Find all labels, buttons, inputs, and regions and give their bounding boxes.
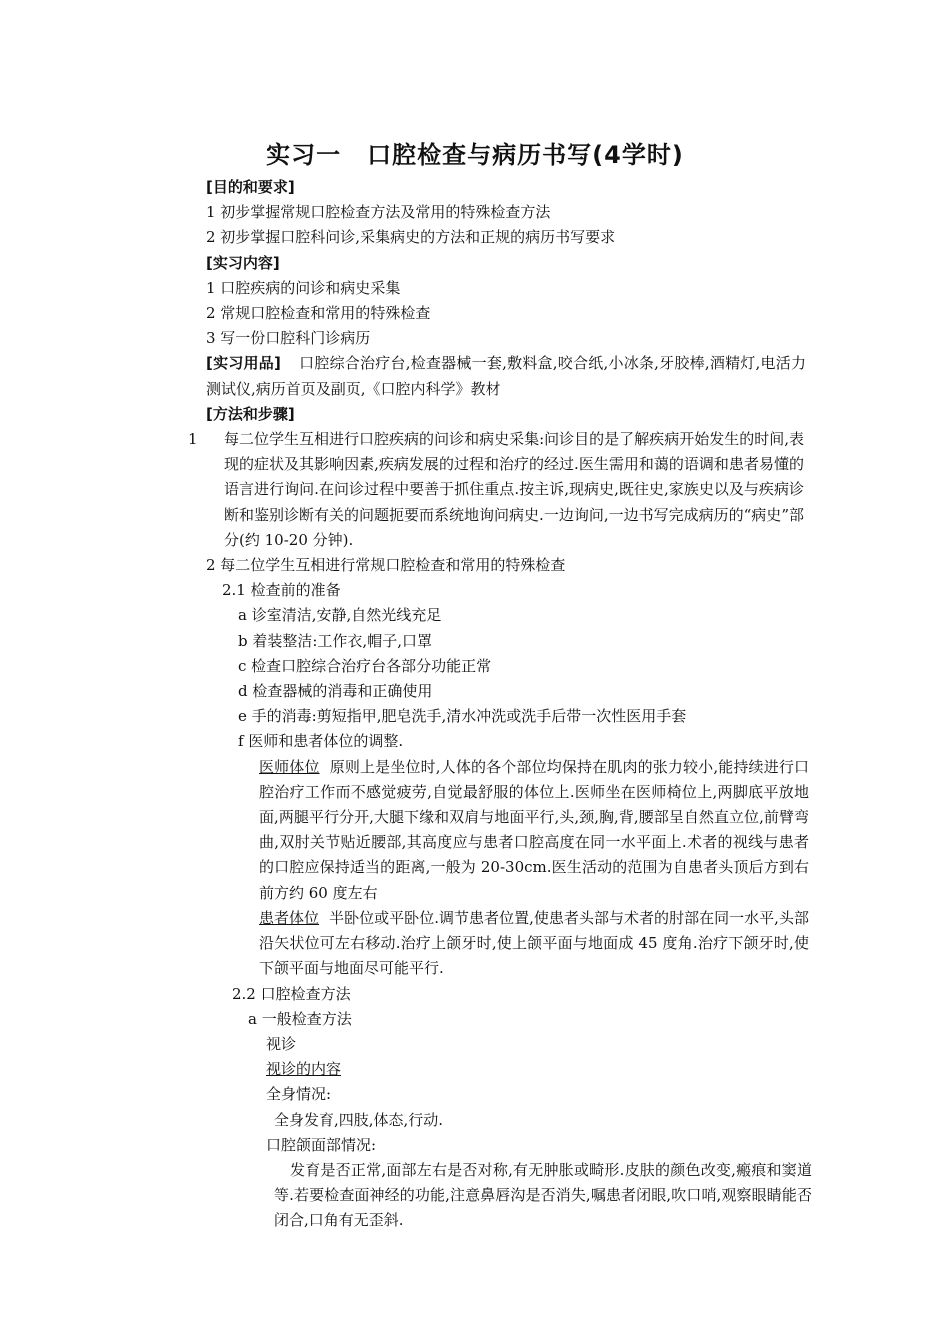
general-exam-heading: a 一般检查方法 bbox=[248, 1009, 352, 1028]
doctor-position-paragraph bbox=[259, 755, 809, 906]
content-item-2: 2 常规口腔检查和常用的特殊检查 bbox=[206, 304, 431, 323]
patient-position-paragraph bbox=[259, 906, 809, 982]
prep-item-c: c 检查口腔综合治疗台各部分功能正常 bbox=[238, 656, 492, 675]
page-title bbox=[0, 135, 950, 170]
step-1-text: 每二位学生互相进行口腔疾病的问诊和病史采集:问诊目的是了解疾病开始发生的时间,表现的症状及其影响因素,疾病发展的过程和治疗的经过.医生需用和蔼的语调和患者易懂的语言进行询问.在问诊过程中要善于抓住重点.按主诉,现病史,既往史,家族史以及与疾病诊断和鉴别诊断有关的问题扼要而系统地询问病史.一边询问,一边书写完成病历的“病史”部分(约 10-20 分钟). bbox=[224, 430, 804, 549]
face-condition-label: 口腔颌面部情况: bbox=[266, 1135, 377, 1154]
purpose-item-2: 2 初步掌握口腔科问诊,采集病史的方法和正规的病历书写要求 bbox=[206, 228, 616, 247]
content-item-3: 3 写一份口腔科门诊病历 bbox=[206, 329, 371, 348]
supplies-heading: [实习用品] bbox=[206, 354, 281, 373]
step-2-1-heading: 2.1 检查前的准备 bbox=[222, 581, 341, 600]
step-2-heading: 2 每二位学生互相进行常规口腔检查和常用的特殊检查 bbox=[206, 556, 566, 575]
title-part-2: 口腔检查与病历书写(4学时) bbox=[367, 141, 684, 169]
face-condition-text: 发育是否正常,面部左右是否对称,有无肿胀或畸形.皮肤的颜色改变,瘢痕和窦道等.若要检查面神经的功能,注意鼻唇沟是否消失,嘱患者闭眼,吹口哨,观察眼睛能否闭合,口角有无歪斜. bbox=[274, 1160, 812, 1230]
body-condition-text: 全身发育,四肢,体态,行动. bbox=[274, 1110, 444, 1129]
doctor-position-text: 原则上是坐位时,人体的各个部位均保持在肌肉的张力较小,能持续进行口腔治疗工作而不感觉疲劳,自觉最舒服的体位上.医师坐在医师椅位上,两脚底平放地面,两腿平行分开,大腿下缘和双肩与地面平行,头,颈,胸,背,腰部呈自然直立位,前臂弯曲,双肘关节贴近腰部,其高度应与患者口腔高度在同一水平面上.术者的视线与患者的口腔应保持适当的距离,一般为 20-30cm.医生活动的范围为自患者头顶后方到右前方约 60 度左右 bbox=[259, 757, 809, 902]
supplies-paragraph bbox=[206, 351, 806, 401]
methods-heading: [方法和步骤] bbox=[206, 404, 295, 423]
purpose-item-1: 1 初步掌握常规口腔检查方法及常用的特殊检查方法 bbox=[206, 203, 551, 222]
content-heading: [实习内容] bbox=[206, 253, 280, 272]
supplies-text: 口腔综合治疗台,检查器械一套,敷料盒,咬合纸,小冰条,牙胶棒,酒精灯,电活力测试仪,病历首页及副页,《口腔内科学》教材 bbox=[206, 354, 806, 398]
prep-item-e: e 手的消毒:剪短指甲,肥皂洗手,清水冲洗或洗手后带一次性医用手套 bbox=[238, 707, 687, 726]
prep-item-a: a 诊室清洁,安静,自然光线充足 bbox=[238, 606, 442, 625]
prep-item-b: b 着装整洁:工作衣,帽子,口罩 bbox=[238, 631, 432, 650]
content-item-1: 1 口腔疾病的问诊和病史采集 bbox=[206, 278, 401, 297]
step-1-paragraph bbox=[188, 427, 804, 553]
inspection-label: 视诊 bbox=[266, 1034, 297, 1053]
doctor-position-label: 医师体位 bbox=[259, 757, 320, 776]
face-condition-paragraph bbox=[274, 1158, 812, 1234]
document-body bbox=[188, 175, 816, 1234]
prep-item-d: d 检查器械的消毒和正确使用 bbox=[238, 682, 433, 701]
inspection-content-label: 视诊的内容 bbox=[266, 1060, 342, 1079]
step-2-2-heading: 2.2 口腔检查方法 bbox=[232, 984, 351, 1003]
step-1-number: 1 bbox=[188, 430, 198, 449]
inspection-content-heading bbox=[206, 1057, 816, 1082]
title-part-1: 实习一 bbox=[266, 141, 342, 169]
prep-item-f: f 医师和患者体位的调整. bbox=[238, 732, 404, 751]
patient-position-text: 半卧位或平卧位.调节患者位置,使患者头部与术者的肘部在同一水平,头部沿矢状位可左右移动.治疗上颌牙时,使上颌平面与地面成 45 度角.治疗下颌牙时,使下颌平面与地面尽可能平行. bbox=[259, 908, 809, 978]
patient-position-label: 患者体位 bbox=[259, 908, 320, 927]
purpose-heading: [目的和要求] bbox=[206, 178, 295, 196]
body-condition-label: 全身情况: bbox=[266, 1085, 332, 1104]
